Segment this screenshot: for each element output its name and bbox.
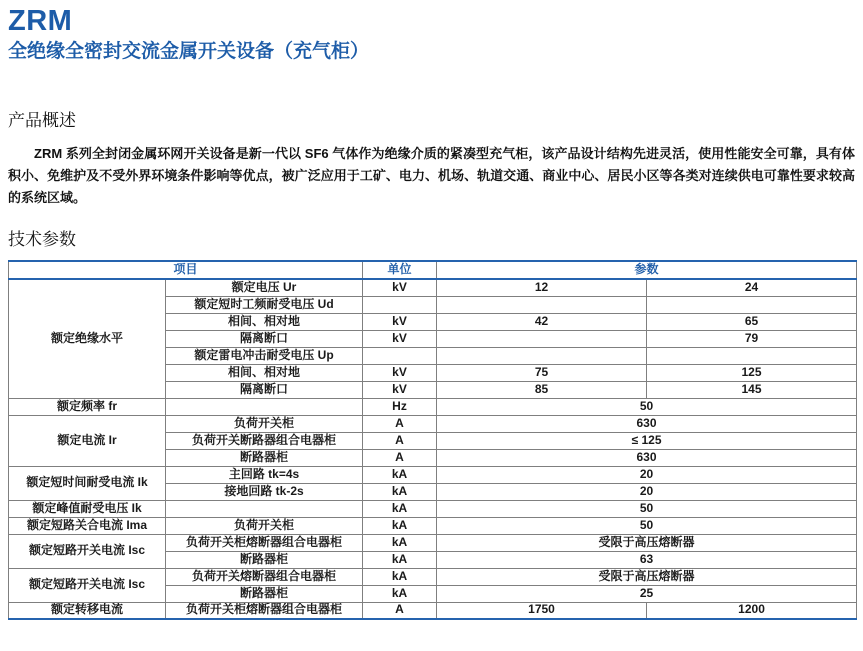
table-header-cell: 单位 [363, 261, 437, 279]
table-cell [437, 330, 647, 347]
table-row [9, 415, 857, 432]
table-cell [437, 347, 647, 364]
table-cell: 接地回路 tk-2s [166, 483, 363, 500]
table-row [9, 466, 857, 483]
overview-paragraph: ZRM 系列全封闭金属环网开关设备是新一代以 SF6 气体作为绝缘介质的紧凑型充气柜，该产品设计结构先进灵活，使用性能安全可靠，具有体积小、免维护及不受外界环境条件影响等优点，被广泛应用于工矿、电力、机场、轨道交通、商业中心、居民小区等各类对连续供电可靠性要求较高的系统区域。 [8, 146, 855, 205]
table-cell [647, 347, 857, 364]
table-cell: 相间、相对地 [166, 313, 363, 330]
specs-table-body [9, 279, 857, 619]
table-cell: 相间、相对地 [166, 364, 363, 381]
table-cell: 额定短时间耐受电流 Ik [9, 466, 166, 500]
table-row [9, 568, 857, 585]
table-cell [363, 347, 437, 364]
table-cell: 125 [647, 364, 857, 381]
table-cell: 隔离断口 [166, 330, 363, 347]
specs-table [8, 260, 857, 620]
table-cell: 额定短路开关电流 Isc [9, 568, 166, 602]
table-cell: kA [363, 585, 437, 602]
table-header-cell: 参数 [437, 261, 857, 279]
table-cell: 630 [437, 415, 857, 432]
table-cell: 50 [437, 517, 857, 534]
table-cell: 20 [437, 483, 857, 500]
table-row [9, 534, 857, 551]
page-subtitle: 全绝缘全密封交流金属开关设备（充气柜） [8, 41, 370, 62]
table-cell: 63 [437, 551, 857, 568]
table-cell: A [363, 415, 437, 432]
table-cell: 受限于高压熔断器 [437, 534, 857, 551]
table-cell: 额定转移电流 [9, 602, 166, 619]
table-cell [166, 500, 363, 517]
table-cell: ≤ 125 [437, 432, 857, 449]
table-cell: 65 [647, 313, 857, 330]
table-cell: 额定电压 Ur [166, 279, 363, 296]
section-heading-overview: 产品概述 [8, 111, 76, 130]
table-cell: kA [363, 534, 437, 551]
table-cell: 额定绝缘水平 [9, 279, 166, 398]
table-cell: A [363, 602, 437, 619]
table-cell: kV [363, 330, 437, 347]
table-row [9, 398, 857, 415]
table-cell: 负荷开关柜熔断器组合电器柜 [166, 602, 363, 619]
table-cell: 负荷开关断路器组合电器柜 [166, 432, 363, 449]
table-cell: 负荷开关柜熔断器组合电器柜 [166, 534, 363, 551]
table-cell: 断路器柜 [166, 585, 363, 602]
table-cell: 42 [437, 313, 647, 330]
table-cell: 50 [437, 398, 857, 415]
table-cell: kA [363, 568, 437, 585]
table-header-row [9, 261, 857, 279]
table-cell [363, 296, 437, 313]
table-row [9, 517, 857, 534]
table-cell: kA [363, 517, 437, 534]
table-cell: 额定频率 fr [9, 398, 166, 415]
table-cell: 630 [437, 449, 857, 466]
table-cell: 1750 [437, 602, 647, 619]
table-header-cell: 项目 [9, 261, 363, 279]
table-cell: 受限于高压熔断器 [437, 568, 857, 585]
table-cell: 额定电流 Ir [9, 415, 166, 466]
table-row [9, 279, 857, 296]
table-cell: 额定短路开关电流 Isc [9, 534, 166, 568]
table-cell: 75 [437, 364, 647, 381]
table-cell [166, 398, 363, 415]
table-cell [647, 296, 857, 313]
table-cell: 24 [647, 279, 857, 296]
table-row [9, 500, 857, 517]
table-cell: 25 [437, 585, 857, 602]
table-row [9, 602, 857, 619]
table-cell: 50 [437, 500, 857, 517]
table-cell: 额定峰值耐受电压 Ik [9, 500, 166, 517]
table-cell: 断路器柜 [166, 449, 363, 466]
section-heading-specs: 技术参数 [8, 230, 76, 249]
table-cell: 负荷开关熔断器组合电器柜 [166, 568, 363, 585]
table-cell: kA [363, 483, 437, 500]
table-cell: 79 [647, 330, 857, 347]
table-cell: kA [363, 551, 437, 568]
table-cell: kV [363, 313, 437, 330]
table-cell: A [363, 432, 437, 449]
table-cell [437, 296, 647, 313]
table-cell: 1200 [647, 602, 857, 619]
table-cell: 85 [437, 381, 647, 398]
table-cell: 额定雷电冲击耐受电压 Up [166, 347, 363, 364]
table-cell: 负荷开关柜 [166, 517, 363, 534]
table-cell: 20 [437, 466, 857, 483]
table-cell: 额定短时工频耐受电压 Ud [166, 296, 363, 313]
table-cell: kA [363, 500, 437, 517]
table-cell: 额定短路关合电流 Ima [9, 517, 166, 534]
table-cell: kV [363, 279, 437, 296]
table-cell: 12 [437, 279, 647, 296]
page-title: ZRM [8, 5, 73, 37]
table-cell: 断路器柜 [166, 551, 363, 568]
table-cell: kV [363, 364, 437, 381]
table-cell: Hz [363, 398, 437, 415]
specs-table-head [9, 261, 857, 279]
table-cell: kA [363, 466, 437, 483]
table-cell: 负荷开关柜 [166, 415, 363, 432]
table-cell: kV [363, 381, 437, 398]
table-cell: 隔离断口 [166, 381, 363, 398]
table-cell: A [363, 449, 437, 466]
table-cell: 145 [647, 381, 857, 398]
table-cell: 主回路 tk=4s [166, 466, 363, 483]
